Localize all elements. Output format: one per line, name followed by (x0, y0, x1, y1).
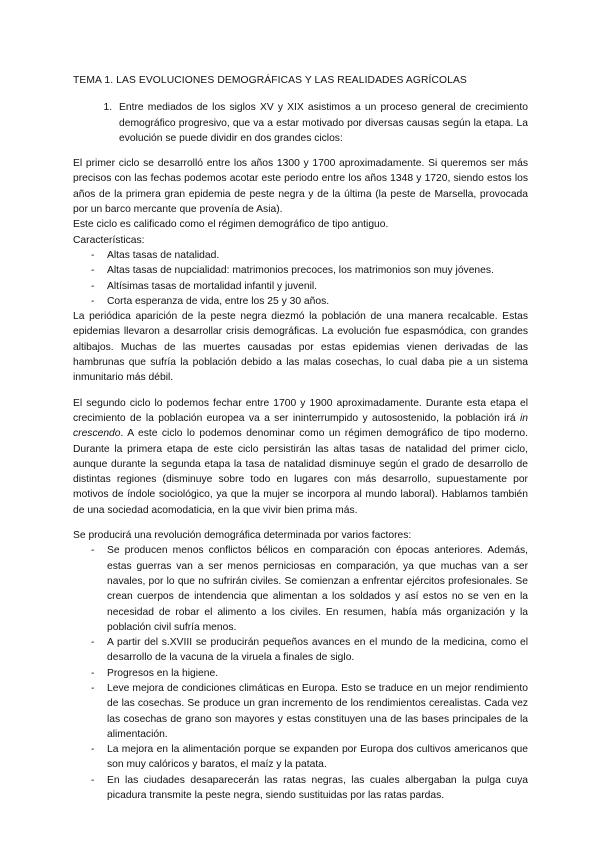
first-cycle-paragraph: El primer ciclo se desarrolló entre los años 1300 y 1700 aproximadamente. Si queremos ser más precisos con las fechas podemos acotar este periodo entre los años 1348 y 1720, siendo estos los años de la primera gran epidemia de peste negra y de la última (la peste de Marsella, provocada por un barco mercante que provenía de Asia). (73, 158, 528, 216)
second-cycle-italic: in crescendo (73, 412, 528, 440)
characteristics-list (73, 248, 528, 309)
intro-list-item: 1. Entre mediados de los siglos XV y XIX asistimos a un proceso general de crecimiento demográfico progresivo, que va a estar motivado por diversas causas según la etapa. La evolución se puede dividir en dos grandes ciclos: (115, 100, 528, 146)
factor-item: - Leve mejora de condiciones climáticas en Europa. Esto se traduce en un mejor rendimiento de las cosechas. Se produce un gran incremento de los rendimientos cerealistas. Cada vez las cosechas de grano son mayores y estas constituyen una de las bases principales de la alimentación. (91, 681, 528, 742)
characteristic-item: - Altas tasas de natalidad. (91, 248, 528, 263)
second-cycle-paragraph (73, 396, 528, 518)
characteristic-item: - Corta esperanza de vida, entre los 25 y 30 años. (91, 294, 528, 309)
document-title: TEMA 1. LAS EVOLUCIONES DEMOGRÁFICAS Y LAS REALIDADES AGRÍCOLAS (73, 75, 467, 86)
characteristic-item: - Altas tasas de nupcialidad: matrimonios precoces, los matrimonios son muy jóvenes. (91, 263, 528, 278)
factor-item: - Se producen menos conflictos bélicos en comparación con épocas anteriores. Además, estas guerras van a ser menos perniciosas en comparación, ya que muchas van a ser navales, por lo que no sufrirán civiles. Se comienzan a enfrentar ejércitos profesionales. Se crean cuerpos de intendencia que alimentan a los soldados y así estos no se ven en la necesidad de robar el alimento a los civiles. En resumen, había más organización y la población civil sufría menos. (91, 543, 528, 635)
characteristic-item: - Altísimas tasas de mortalidad infantil y juvenil. (91, 279, 528, 294)
factor-item: - En las ciudades desaparecerán las ratas negras, las cuales albergaban la pulga cuya picadura transmite la peste negra, siendo sustituidas por las ratas pardas. (91, 773, 528, 804)
factors-list (73, 543, 528, 803)
factors-intro: Se producirá una revolución demográfica determinada por varios factores: (73, 530, 412, 542)
factor-item: - La mejora en la alimentación porque se expanden por Europa dos cultivos americanos que son muy calóricos y baratos, el maíz y la patata. (91, 742, 528, 773)
second-cycle-text-b: . A este ciclo lo podemos denominar como un régimen demográfico de tipo moderno. Durante la primera etapa de este ciclo persistirán las altas tasas de natalidad del primer ciclo, aunque durante la segunda etapa la tasa de natalidad disminuye según el grado de desarrollo de distintas regiones (disminuye sobre todo en lugares con más desarrollo, supuestamente por motivos de índole sociológico, ya que la mujer se incorpora al mundo laboral). Hablamos también de una sociedad acomodaticia, en la que vivir bien prima más. (73, 428, 528, 516)
factor-item: - A partir del s.XVIII se producirán pequeños avances en el mundo de la medicina, como el desarrollo de la vacuna de la viruela a finales de siglo. (91, 635, 528, 666)
numbered-list (73, 100, 528, 146)
factor-item: - Progresos en la higiene. (91, 666, 528, 681)
first-cycle-closing: La periódica aparición de la peste negra diezmó la población de una manera recalcable. Estas epidemias llevaron a desarrollar crisis demográficas. La evolución fue espasmódica, con grandes altibajos. Muchas de las muertes causadas por estas epidemias vienen derivadas de las hambrunas que sufría la población debido a las malas cosechas, lo cual daba pie a un sistema inmunitario más débil. (73, 311, 528, 384)
characteristics-label: Características: (73, 234, 145, 246)
second-cycle-text-a: El segundo ciclo lo podemos fechar entre 1700 y 1900 aproximadamente. Durante esta etapa el crecimiento de la población europea va a ser ininterrumpido y autosostenido, la población irá (73, 397, 528, 424)
regime-line: Este ciclo es calificado como el régimen demográfico de tipo antiguo. (73, 219, 389, 231)
